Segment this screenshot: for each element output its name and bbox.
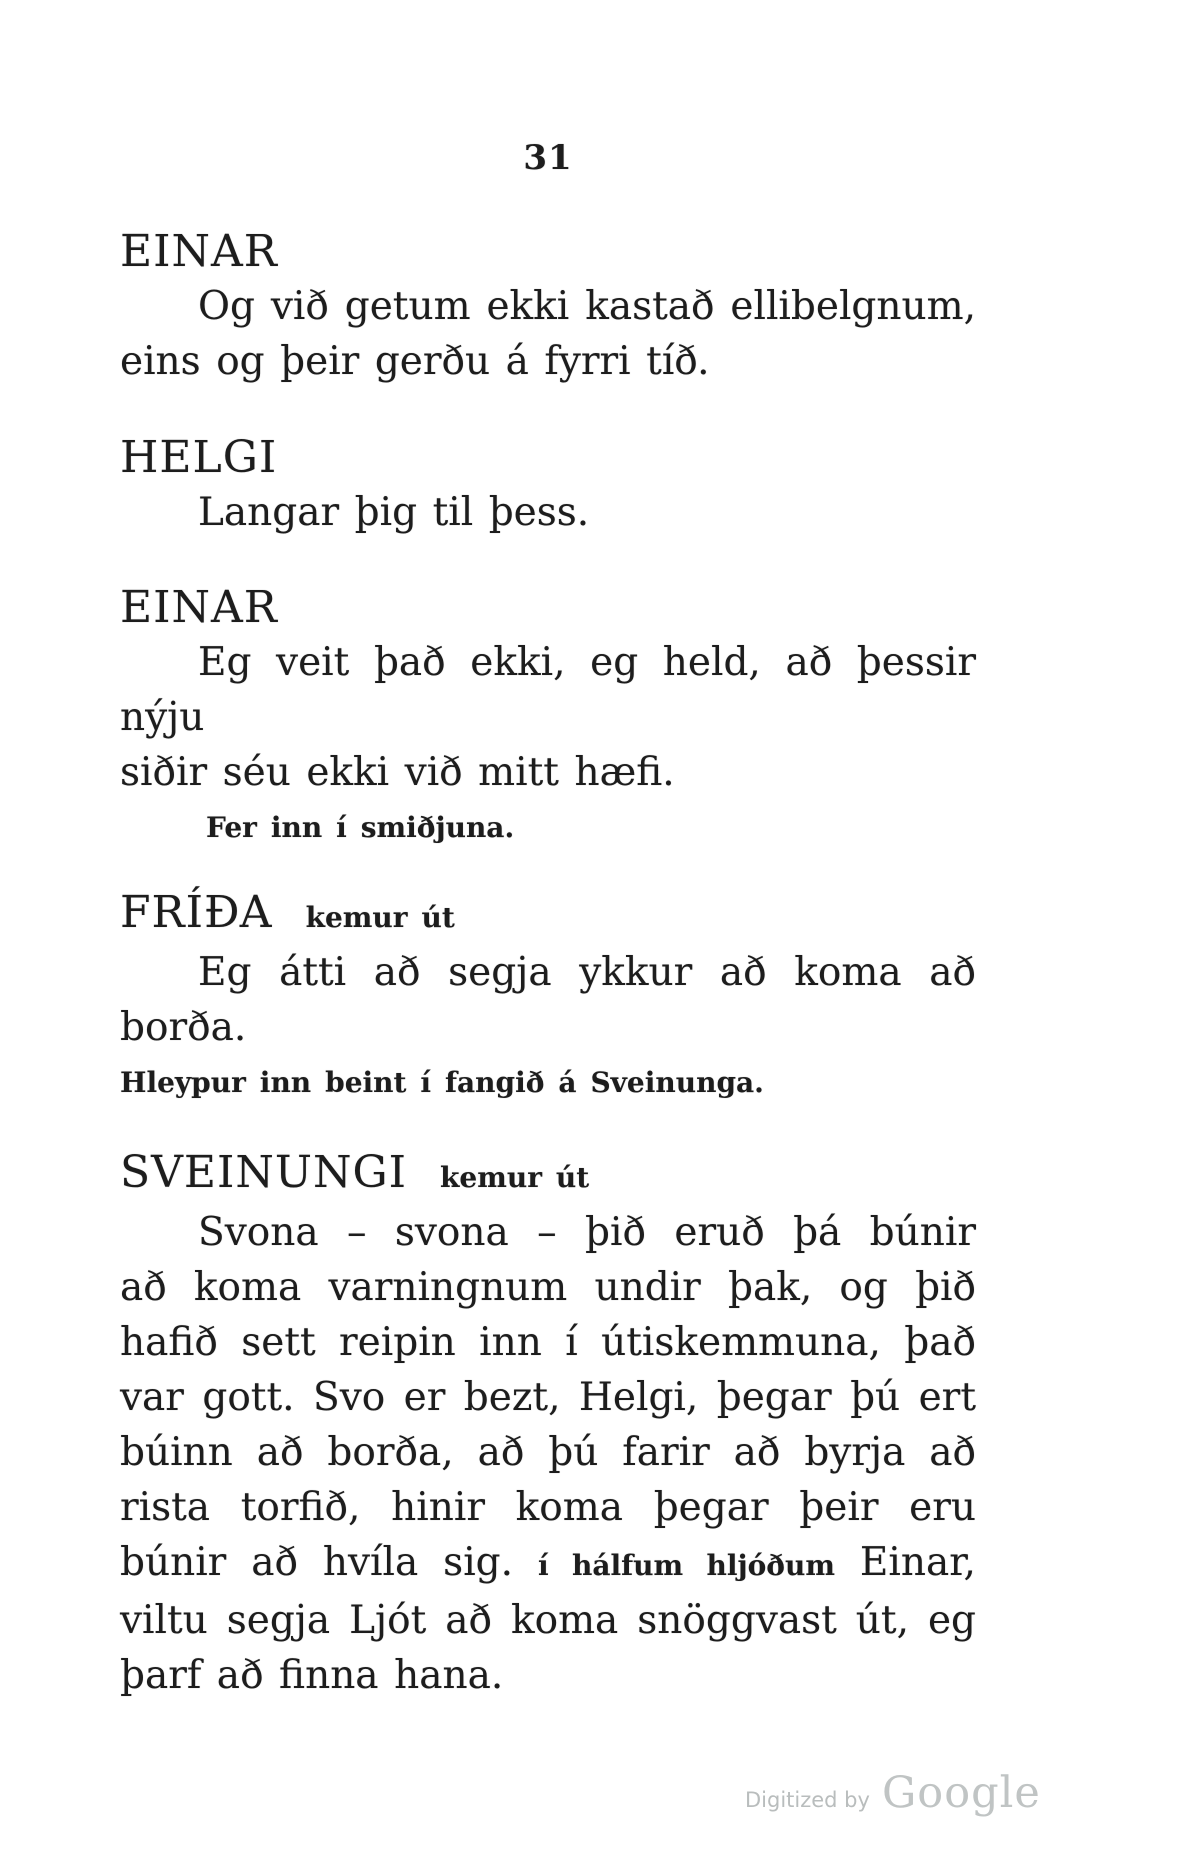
speaker-name: EINAR: [120, 582, 278, 633]
text-column: [120, 0, 976, 1703]
stage-direction: Hleypur inn beint í fangið á Sveinunga.: [120, 1066, 764, 1099]
dialogue-line: þarf að finna hana.: [120, 1653, 504, 1698]
dialogue-line: viltu segja Ljót að koma snöggvast út, eg: [120, 1598, 976, 1643]
speaker-heading: [120, 224, 976, 279]
dialogue-segment: Einar,: [859, 1540, 976, 1585]
speaker-name: HELGI: [120, 432, 278, 483]
stage-direction: Fer inn í smiðjuna.: [206, 811, 515, 844]
dialogue-line: Eg veit það ekki, eg held, að þessir nýju: [120, 640, 976, 740]
inline-stage-direction: kemur út: [440, 1161, 590, 1194]
dialogue-line: búinn að borða, að þú farir að byrja að: [120, 1430, 976, 1475]
speaker-name: SVEINUNGI: [120, 1147, 408, 1198]
watermark-prefix: Digitized by: [745, 1788, 870, 1812]
dialogue-line: Og við getum ekki kastað ellibelgnum,: [198, 284, 976, 329]
google-logo: Google: [881, 1768, 1041, 1818]
speaker-name: EINAR: [120, 226, 278, 277]
digitized-by-google-watermark: [745, 1768, 1041, 1818]
dialogue-line: að koma varningnum undir þak, og þið: [120, 1265, 976, 1310]
page-number: 31: [523, 138, 573, 178]
speech-block-sveinungi: [120, 1145, 976, 1703]
dialogue-line: hafið sett reipin inn í útiskemmuna, það: [120, 1320, 976, 1365]
speaker-heading: [120, 1145, 976, 1205]
dialogue-line: Langar þig til þess.: [198, 490, 590, 535]
dialogue-line: Eg átti að segja ykkur að koma að borða.: [120, 950, 976, 1050]
speaker-heading: [120, 430, 976, 485]
speech-block-einar-1: [120, 224, 976, 389]
dialogue-line: siðir séu ekki við mitt hæfi.: [120, 750, 675, 795]
speaker-heading: [120, 580, 976, 635]
inline-stage-direction: í hálfum hljóðum: [537, 1549, 835, 1582]
dialogue-line: var gott. Svo er bezt, Helgi, þegar þú ert: [120, 1375, 976, 1420]
speech-block-frida: [120, 885, 976, 1110]
speaker-name: FRÍÐA: [120, 887, 273, 938]
speech-block-einar-2: [120, 580, 976, 855]
dialogue-segment: búnir að hvíla sig.: [120, 1540, 514, 1585]
dialogue-line: Svona – svona – þið eruð þá búnir: [198, 1210, 976, 1255]
speaker-heading: [120, 885, 976, 945]
dialogue-line: rista torfið, hinir koma þegar þeir eru: [120, 1485, 976, 1530]
speech-block-helgi: [120, 430, 976, 540]
dialogue-line: eins og þeir gerðu á fyrri tíð.: [120, 339, 710, 384]
dialogue-line-with-stage: [120, 1535, 976, 1593]
inline-stage-direction: kemur út: [305, 901, 455, 934]
